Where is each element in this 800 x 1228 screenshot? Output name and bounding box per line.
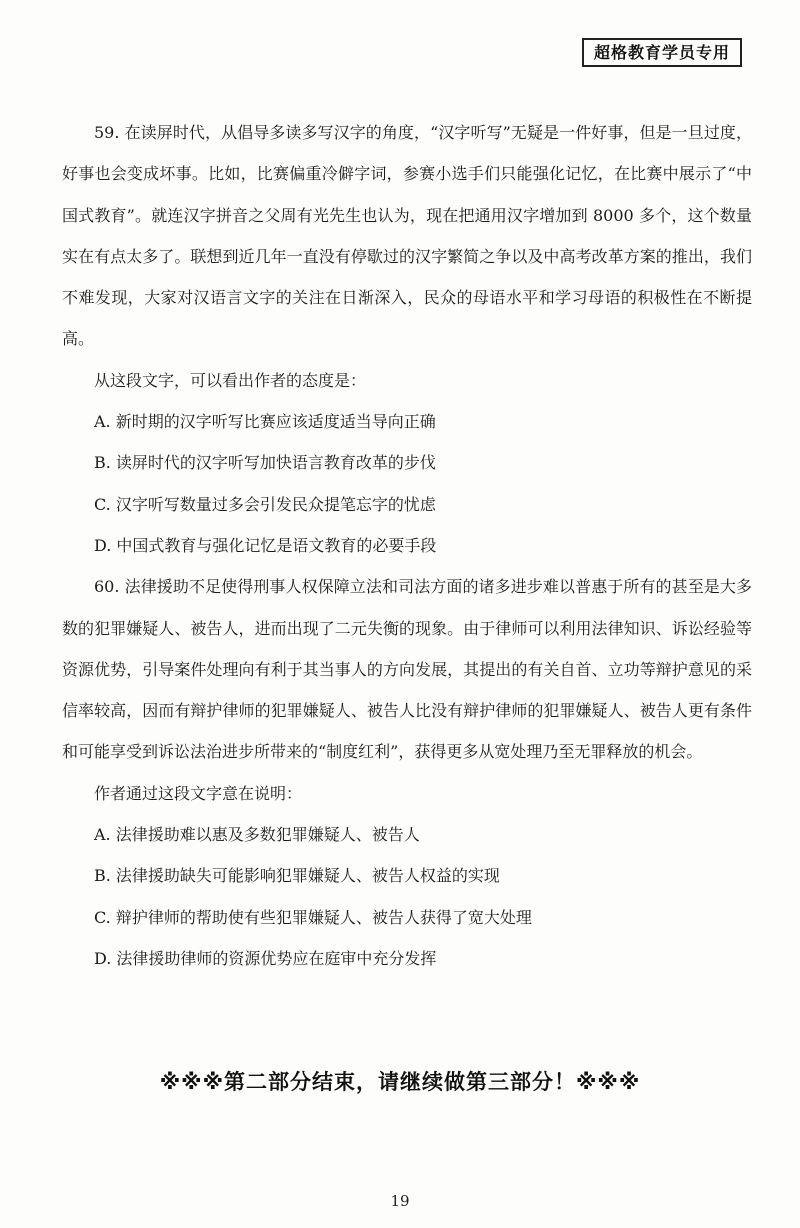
question-passage: 60. 法律援助不足使得刑事人权保障立法和司法方面的诸多进步难以普惠于所有的甚至是大多数的犯罪嫌疑人、被告人，进而出现了二元失衡的现象。由于律师可以利用法律知识、诉讼经验等资源优势，引导案件处理向有利于其当事人的方向发展，其提出的有关自首、立功等辩护意见的采信率较高，因而有辩护律师的犯罪嫌疑人、被告人比没有辩护律师的犯罪嫌疑人、被告人更有条件和可能享受到诉讼法治进步所带来的“制度红利”，获得更多从宽处理乃至无罪释放的机会。	[62, 577, 752, 762]
header-badge: 超格教育学员专用	[582, 38, 742, 67]
option-a: A. 法律援助难以惠及多数犯罪嫌疑人、被告人	[94, 825, 420, 845]
question-stem: 从这段文字，可以看出作者的态度是：	[94, 370, 367, 390]
option-b: B. 法律援助缺失可能影响犯罪嫌疑人、被告人权益的实现	[94, 866, 500, 886]
page-number: 19	[390, 1192, 410, 1210]
option-d: D. 中国式教育与强化记忆是语文教育的必要手段	[94, 535, 437, 555]
question-60	[62, 566, 752, 979]
option-c: C. 汉字听写数量过多会引发民众提笔忘字的忧虑	[94, 494, 436, 514]
option-b: B. 读屏时代的汉字听写加快语言教育改革的步伐	[94, 453, 436, 473]
question-stem: 作者通过这段文字意在说明：	[94, 783, 303, 803]
option-d: D. 法律援助律师的资源优势应在庭审中充分发挥	[94, 948, 437, 968]
option-c: C. 辩护律师的帮助使有些犯罪嫌疑人、被告人获得了宽大处理	[94, 907, 532, 927]
question-passage: 59. 在读屏时代，从倡导多读多写汉字的角度，“汉字听写”无疑是一件好事，但是一旦过度，好事也会变成坏事。比如，比赛偏重冷僻字词，参赛小选手们只能强化记忆，在比赛中展示了“中国式教育”。就连汉字拼音之父周有光先生也认为，现在把通用汉字增加到 8000 多个，这个数量实在有点太多了。联想到近几年一直没有停歇过的汉字繁简之争以及中高考改革方案的推出，我们不难发现，大家对汉语言文字的关注在日渐深入，民众的母语水平和学习母语的积极性在不断提高。	[62, 123, 752, 349]
option-a: A. 新时期的汉字听写比赛应该适度适当导向正确	[94, 412, 436, 432]
section-end-note: ※※※第二部分结束，请继续做第三部分！※※※	[159, 1070, 641, 1094]
content-area	[62, 112, 752, 979]
question-59	[62, 112, 752, 566]
